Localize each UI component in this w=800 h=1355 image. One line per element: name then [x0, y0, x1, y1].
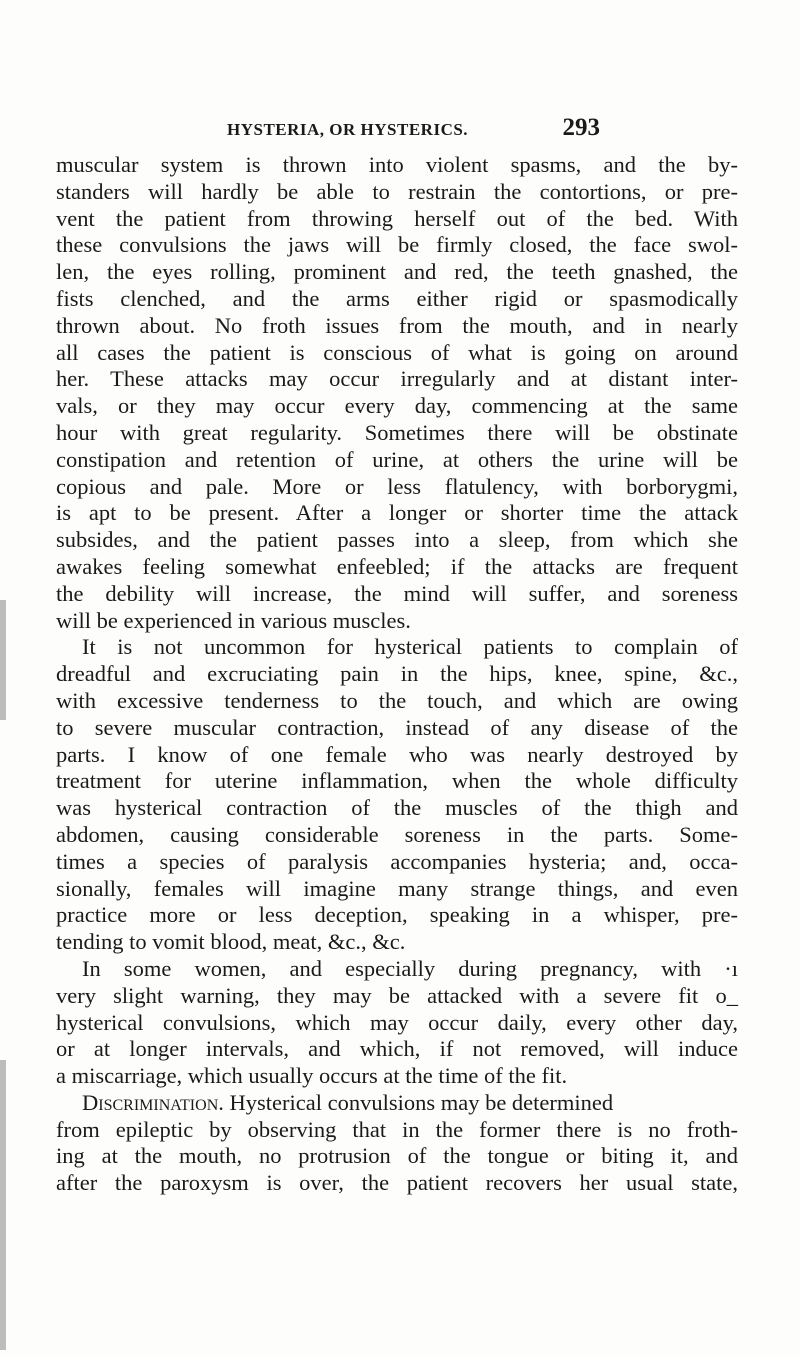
text-line: hysterical convulsions, which may occur daily, every other day, — [56, 1009, 738, 1035]
page-header — [222, 116, 600, 148]
text-line: a miscarriage, which usually occurs at the time of the fit. — [56, 1063, 568, 1089]
text-line: treatment for uterine inflammation, when the whole difficulty — [56, 768, 738, 794]
text-line: after the paroxysm is over, the patient recovers her usual state, — [56, 1170, 738, 1196]
text-line: times a species of paralysis accompanies hysteria; and, occa- — [56, 848, 738, 874]
text-line: her. These attacks may occur irregularly and at distant inter- — [56, 366, 738, 392]
text-line: to severe muscular contraction, instead of any disease of the — [56, 714, 738, 740]
text-line: all cases the patient is conscious of what is going on around — [56, 339, 738, 365]
text-line: was hysterical contraction of the muscles of the thigh and — [56, 795, 738, 821]
text-line: constipation and retention of urine, at others the urine will be — [56, 446, 738, 472]
text-line: len, the eyes rolling, prominent and red, the teeth gnashed, the — [56, 259, 738, 285]
text-line: parts. I know of one female who was nearly destroyed by — [56, 741, 738, 767]
text-line: is apt to be present. After a longer or shorter time the attack — [56, 500, 738, 526]
text-line: vals, or they may occur every day, commencing at the same — [56, 393, 738, 419]
text-line: dreadful and excruciating pain in the hips, knee, spine, &c., — [56, 661, 738, 687]
text-line: muscular system is thrown into violent spasms, and the by- — [56, 152, 738, 177]
text-line: copious and pale. More or less flatulency, with borborygmi, — [56, 473, 738, 499]
page-number: 293 — [562, 114, 600, 141]
section-heading: Discrimination. — [82, 1089, 224, 1115]
text-line: abdomen, causing considerable soreness in the parts. Some- — [56, 821, 738, 847]
body-text — [56, 152, 738, 1197]
text-line: very slight warning, they may be attacked with a severe fit o_ — [56, 982, 738, 1008]
text-line: subsides, and the patient passes into a sleep, from which she — [56, 527, 738, 553]
text-line: fists clenched, and the arms either rigid or spasmodically — [56, 285, 738, 311]
text-line — [56, 1090, 738, 1117]
text-line: the debility will increase, the mind will suffer, and soreness — [56, 580, 738, 606]
text-line: sionally, females will imagine many strange things, and even — [56, 875, 738, 901]
text-line: awakes feeling somewhat enfeebled; if the attacks are frequent — [56, 553, 738, 579]
text-line: practice more or less deception, speaking in a whisper, pre- — [56, 902, 738, 928]
running-head: HYSTERIA, OR HYSTERICS. — [227, 120, 469, 139]
text-line: ing at the mouth, no protrusion of the tongue or biting it, and — [56, 1143, 738, 1169]
text-line: thrown about. No froth issues from the mouth, and in nearly — [56, 312, 738, 338]
text-run: Hysterical convulsions may be determined — [223, 1089, 614, 1115]
text-line: or at longer intervals, and which, if not removed, will induce — [56, 1036, 738, 1062]
text-line: vent the patient from throwing herself out of the bed. With — [56, 205, 738, 231]
page-edge-shadow — [0, 600, 6, 720]
text-line: these convulsions the jaws will be firmly closed, the face swol- — [56, 232, 738, 258]
text-line: tending to vomit blood, meat, &c., &c. — [56, 929, 406, 955]
text-line: standers will hardly be able to restrain the contortions, or pre- — [56, 178, 738, 204]
text-line: with excessive tenderness to the touch, and which are owing — [56, 687, 738, 713]
text-line: hour with great regularity. Sometimes there will be obstinate — [56, 419, 738, 445]
text-line: will be experienced in various muscles. — [56, 607, 411, 633]
text-line: It is not uncommon for hysterical patients to complain of — [82, 634, 738, 660]
text-line: from epileptic by observing that in the former there is no froth- — [56, 1116, 738, 1142]
page-edge-shadow — [0, 1060, 6, 1350]
text-line: In some women, and especially during pregnancy, with ·ı — [82, 955, 738, 981]
